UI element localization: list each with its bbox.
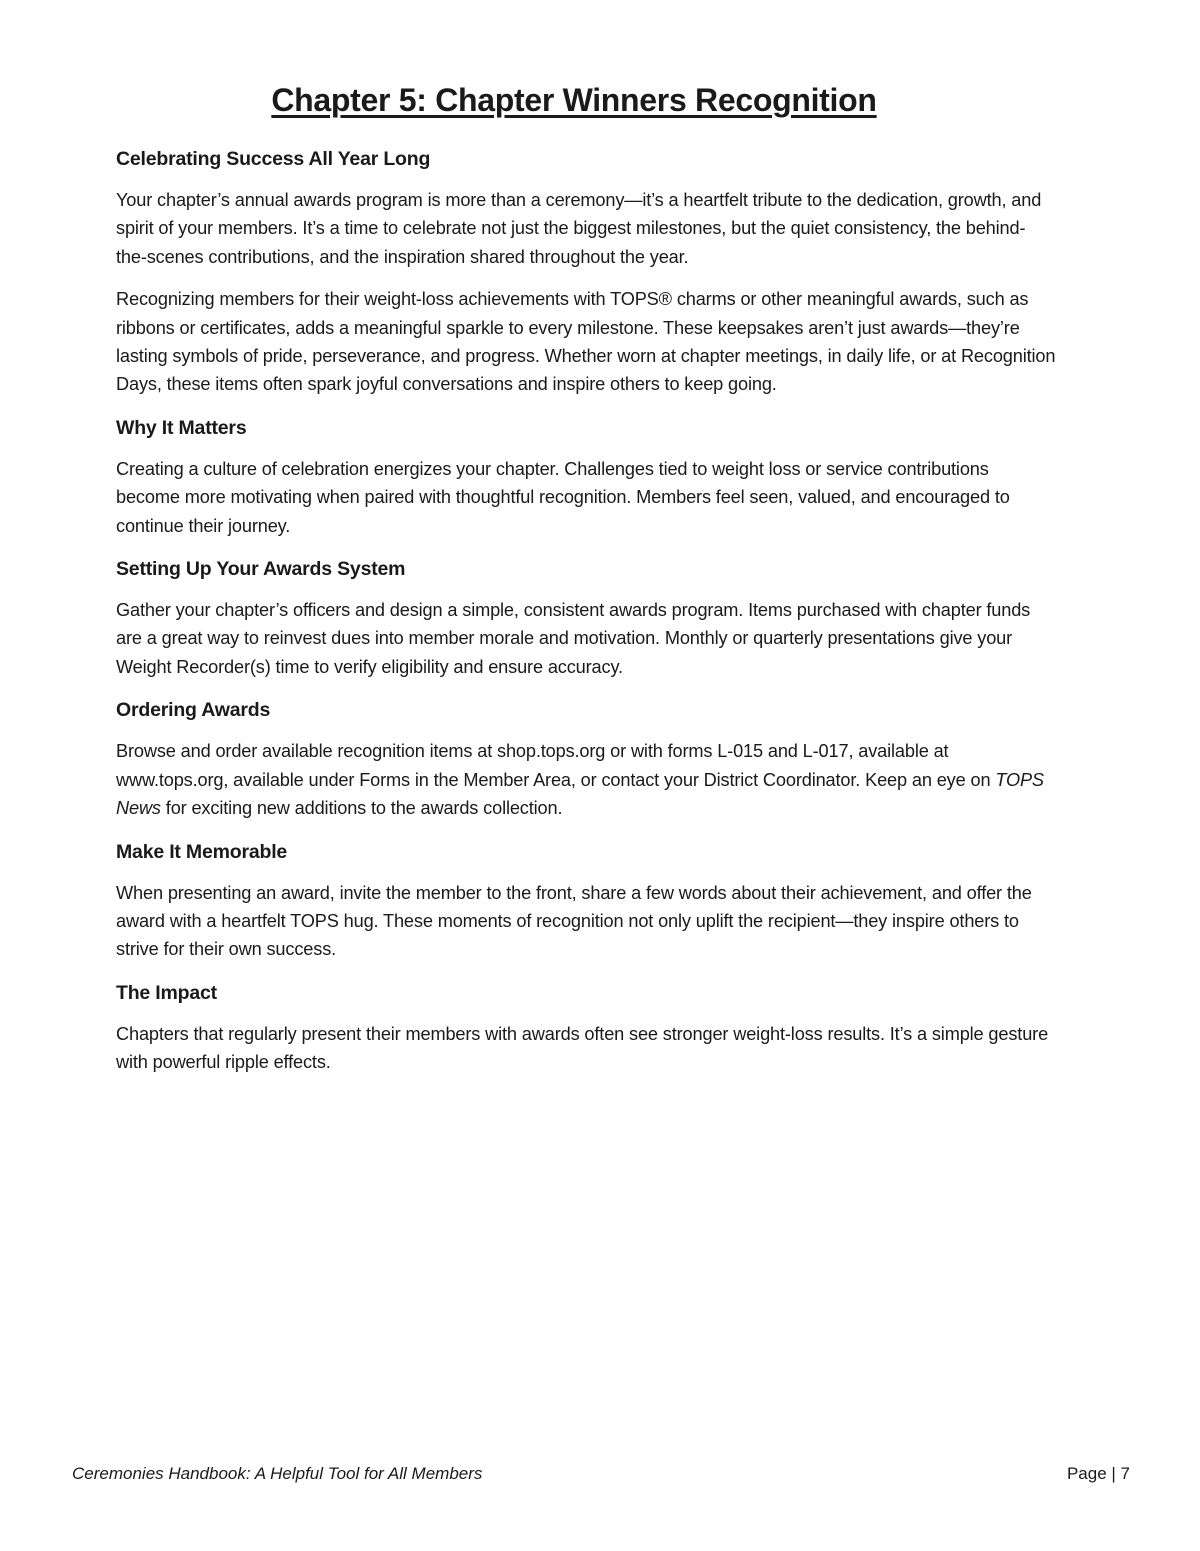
footer-page-number: Page | 7 [1066, 1464, 1130, 1483]
section-setting-up-awards [116, 554, 1056, 681]
paragraph: When presenting an award, invite the member to the front, share a few words about their achievement, and offer the award with a heartfelt TOPS hug. These moments of recognition not only uplift the recipient—they inspire others to strive for their own success. [116, 882, 1032, 960]
document-body [116, 144, 1056, 1091]
paragraph [116, 737, 1056, 822]
section-heading: Ordering Awards [116, 699, 271, 722]
paragraph: Your chapter’s annual awards program is more than a ceremony—it’s a heartfelt tribute to the dedication, growth, and spirit of your members. It’s a time to celebrate not just the biggest milestones, but the quiet consistency, the behind-the-scenes contributions, and the inspiration shared throughout the year. [116, 190, 1042, 267]
section-heading: The Impact [116, 981, 217, 1004]
paragraph: Chapters that regularly present their members with awards often see stronger weight-loss results. It’s a simple gesture with powerful ripple effects. [116, 1023, 1049, 1073]
paragraph-text: for exciting new additions to the awards collection. [160, 798, 563, 819]
section-heading: Setting Up Your Awards System [116, 558, 406, 581]
section-the-impact [116, 978, 1056, 1077]
paragraph: Creating a culture of celebration energizes your chapter. Challenges tied to weight loss or service contributions become more motivating when paired with thoughtful recognition. Members feel seen, valued, and encouraged to continue their journey. [116, 458, 1010, 536]
paragraph: Recognizing members for their weight-loss achievements with TOPS® charms or other meaningful awards, such as ribbons or certificates, adds a meaningful sparkle to every milestone. These keepsakes aren’t just awards—they’re lasting symbols of pride, perseverance, and progress. Whether worn at chapter meetings, in daily life, or at Recognition Days, these items often spark joyful conversations and inspire others to keep going. [116, 289, 1056, 395]
section-heading: Why It Matters [116, 416, 247, 439]
paragraph-text: Browse and order available recognition items at shop.tops.org or with forms L-015 and L-017, available at www.tops.org, available under Forms in the Member Area, or contact your District Coordinator. Keep an eye on [116, 741, 996, 790]
section-make-it-memorable [116, 837, 1056, 964]
page-title: Chapter 5: Chapter Winners Recognition [271, 82, 877, 118]
publication-title: TOPS News [116, 769, 1044, 819]
section-heading: Celebrating Success All Year Long [116, 148, 431, 170]
section-why-it-matters [116, 413, 1056, 540]
section-heading: Make It Memorable [116, 840, 288, 863]
footer-handbook-title: Ceremonies Handbook: A Helpful Tool for All Members [72, 1464, 483, 1483]
paragraph: Gather your chapter’s officers and design a simple, consistent awards program. Items purchased with chapter funds are a great way to reinvest dues into member morale and motivation. Monthly or quarterly presentations give your Weight Recorder(s) time to verify eligibility and ensure accuracy. [116, 600, 1031, 677]
section-celebrating-success [116, 144, 1056, 399]
section-ordering-awards [116, 695, 1056, 822]
